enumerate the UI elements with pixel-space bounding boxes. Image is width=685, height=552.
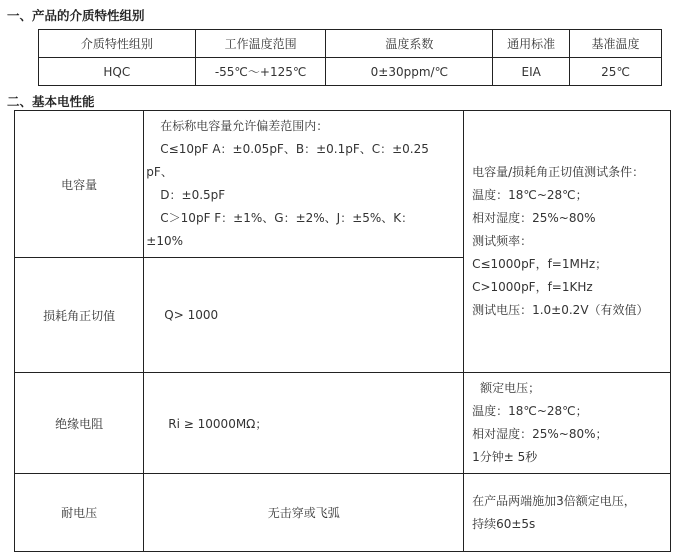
table-cell: HQC xyxy=(39,58,196,86)
cond-line: 额定电压； xyxy=(480,381,541,395)
test-conditions xyxy=(464,111,671,373)
dielectric-table xyxy=(38,29,662,86)
cond-line: C≤1000pF，f=1MHz； xyxy=(472,257,608,271)
insulation-conditions xyxy=(464,373,671,474)
table-row xyxy=(15,373,671,474)
spec-line: pF、 xyxy=(146,165,173,179)
table-row xyxy=(15,111,671,258)
spec-line: 在标称电容量允许偏差范围内： xyxy=(160,119,329,133)
cond-line: 相对湿度：25%~80% xyxy=(472,211,596,225)
cond-line: 测试频率： xyxy=(472,234,533,248)
spec-line: C≤10pF A：±0.05pF、B：±0.1pF、C：±0.25 xyxy=(160,142,429,156)
table-header-row xyxy=(39,30,662,58)
electrical-table xyxy=(14,110,671,552)
table-cell: 25℃ xyxy=(570,58,662,86)
spec-line: D：±0.5pF xyxy=(160,188,226,202)
table-cell: EIA xyxy=(493,58,570,86)
withstand-spec: 无击穿或飞弧 xyxy=(144,474,464,552)
row-label: 损耗角正切值 xyxy=(15,258,144,373)
cond-line: 在产品两端施加3倍额定电压， xyxy=(472,493,636,508)
cond-line: 相对湿度：25%~80%； xyxy=(472,427,608,441)
cond-line: C>1000pF，f=1KHz xyxy=(472,280,593,294)
row-label: 耐电压 xyxy=(15,474,144,552)
cond-line: 持续60±5s xyxy=(472,516,536,531)
table-row xyxy=(39,58,662,86)
capacitance-spec xyxy=(144,111,464,258)
withstand-conditions xyxy=(464,474,671,552)
table-row xyxy=(15,474,671,552)
row-label: 绝缘电阻 xyxy=(15,373,144,474)
cond-line: 测试电压：1.0±0.2V（有效值） xyxy=(472,303,649,317)
table-cell: 0±30ppm/℃ xyxy=(326,58,493,86)
insulation-spec: Ri ≥ 10000MΩ； xyxy=(144,373,464,474)
section2-title: 二、基本电性能 xyxy=(7,94,95,109)
header-cell: 基准温度 xyxy=(570,30,662,58)
header-cell: 工作温度范围 xyxy=(195,30,326,58)
cond-line: 温度：18℃~28℃； xyxy=(472,188,588,202)
spec-line: ±10% xyxy=(146,234,184,248)
header-cell: 温度系数 xyxy=(326,30,493,58)
header-cell: 通用标准 xyxy=(493,30,570,58)
loss-tangent-spec: Q> 1000 xyxy=(144,258,464,373)
section1-title: 一、产品的介质特性组别 xyxy=(7,8,145,23)
cond-line: 1分钟± 5秒 xyxy=(472,450,538,464)
spec-line: C＞10pF F：±1%、G：±2%、J：±5%、K： xyxy=(160,211,414,225)
row-label: 电容量 xyxy=(15,111,144,258)
cond-line: 电容量/损耗角正切值测试条件： xyxy=(472,165,645,179)
header-cell: 介质特性组别 xyxy=(39,30,196,58)
table-cell: -55℃～+125℃ xyxy=(195,58,326,86)
cond-line: 温度：18℃~28℃； xyxy=(472,404,588,418)
